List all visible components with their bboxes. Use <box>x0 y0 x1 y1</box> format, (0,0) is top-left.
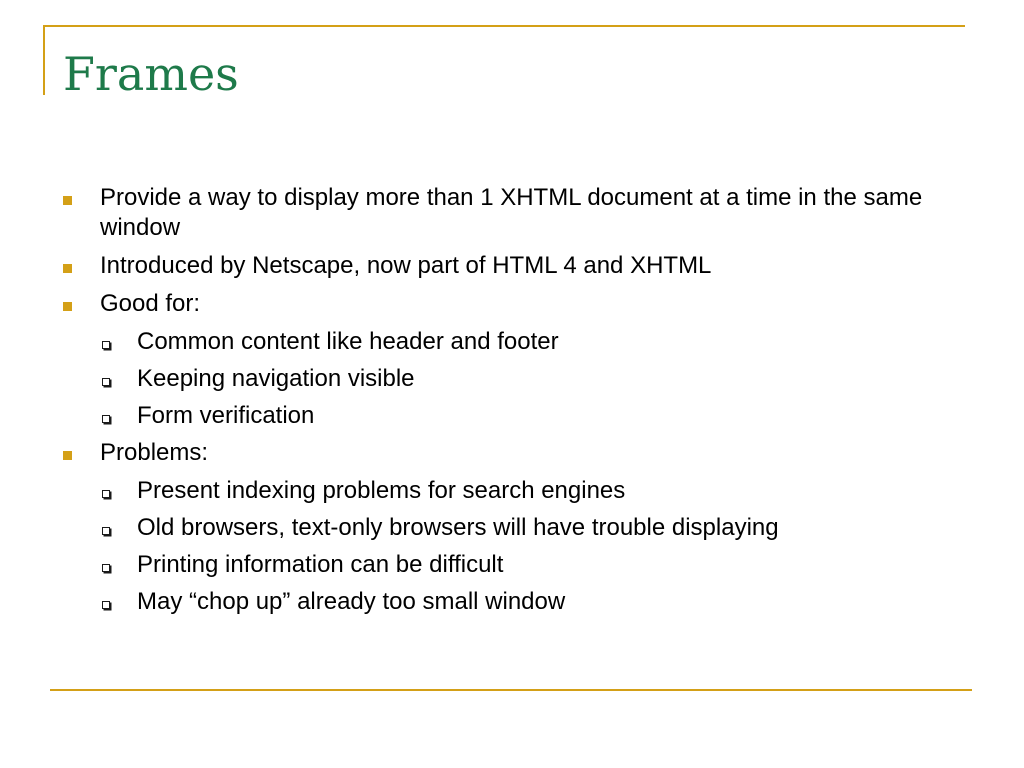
hollow-square-bullet-icon <box>102 341 110 349</box>
sub-bullet-item <box>62 476 962 506</box>
left-accent-line <box>43 25 45 95</box>
bullet-item <box>62 251 962 281</box>
bullet-item <box>62 289 962 319</box>
sub-bullet-item <box>62 513 962 543</box>
top-divider-line <box>43 25 965 27</box>
bullet-text: Problems: <box>100 439 209 466</box>
square-bullet-icon <box>63 196 72 205</box>
sub-bullet-item <box>62 401 962 431</box>
hollow-square-bullet-icon <box>102 564 110 572</box>
hollow-square-bullet-icon <box>102 378 110 386</box>
bullet-item <box>62 438 962 468</box>
sub-bullet-text: Printing information can be difficult <box>137 551 504 578</box>
sub-bullet-item <box>62 550 962 580</box>
slide-title: Frames <box>63 47 239 101</box>
bullet-text: Provide a way to display more than 1 XHTML document at a time in the same window <box>100 184 923 241</box>
bullet-text: Good for: <box>100 290 201 317</box>
hollow-square-bullet-icon <box>102 527 110 535</box>
hollow-square-bullet-icon <box>102 601 110 609</box>
bullet-list <box>62 183 962 624</box>
sub-bullet-text: Common content like header and footer <box>137 328 559 355</box>
sub-bullet-text: Present indexing problems for search engines <box>137 477 626 504</box>
sub-bullet-text: Form verification <box>137 402 315 429</box>
bottom-divider-line <box>50 689 972 691</box>
sub-bullet-text: Keeping navigation visible <box>137 365 415 392</box>
hollow-square-bullet-icon <box>102 490 110 498</box>
sub-bullet-item <box>62 327 962 357</box>
sub-bullet-text: Old browsers, text-only browsers will have trouble displaying <box>137 514 779 541</box>
hollow-square-bullet-icon <box>102 415 110 423</box>
sub-bullet-item <box>62 587 962 617</box>
bullet-text: Introduced by Netscape, now part of HTML 4 and XHTML <box>100 252 712 279</box>
square-bullet-icon <box>63 264 72 273</box>
bullet-item <box>62 183 962 243</box>
square-bullet-icon <box>63 451 72 460</box>
sub-bullet-item <box>62 364 962 394</box>
sub-bullet-text: May “chop up” already too small window <box>137 588 566 615</box>
square-bullet-icon <box>63 302 72 311</box>
